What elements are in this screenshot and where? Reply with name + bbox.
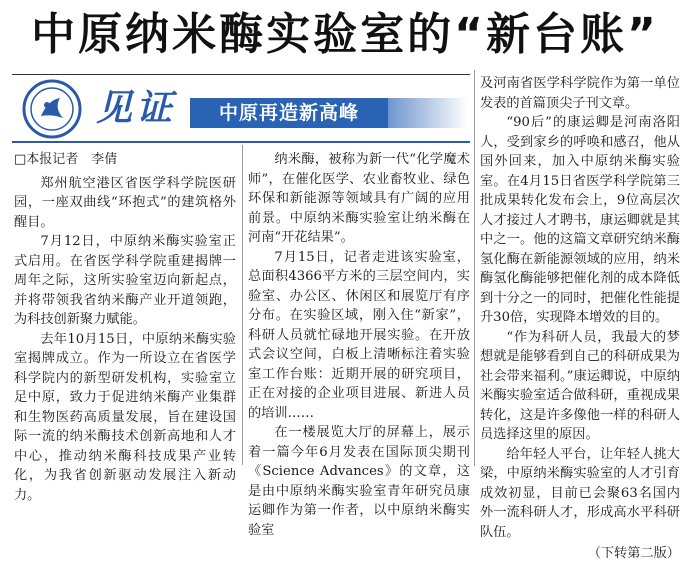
article-column-1 <box>14 150 236 505</box>
paragraph: 及河南省医学科学院作为第一单位发表的首篇顶尖子刊文章。 <box>480 76 680 111</box>
paragraph: 7月12日，中原纳米酶实验室正式启用。在省医学科学院重建揭牌一周年之际，这所实验室迈向新起点，并将带领我省纳米酶产业开道领跑，为科技创新聚力赋能。 <box>14 234 236 327</box>
paragraph: 郑州航空港区省医学科学院医研园，一座双曲线“环抱式”的建筑格外醒目。 <box>14 175 236 230</box>
university-seal-icon <box>14 78 90 140</box>
article-column-2 <box>248 150 470 540</box>
section-banner: 中原再造新高峰 <box>190 98 388 128</box>
paragraph: “90后”的康运卿是河南洛阳人，受到家乡的呼唤和感召，他从国外回来，加入中原纳米酶实验室。在4月15日省医学科学院第三批成果转化发布会上，9位高层次人才接过人才聘书，康运卿就是其中之一。他的这篇文章研究纳米酶氢化酶在新能源领域的应用，纳米酶氢化酶能够把催化剂的成本降低到十分之一的同时，把催化性能提升30倍，实现降本增效的目的。 <box>480 115 680 325</box>
paragraph: 纳米酶，被称为新一代“化学魔术师”，在催化医学、农业畜牧业、绿色环保和新能源等领域具有广阔的应用前景。中原纳米酶实验室让纳米酶在河南“开花结果”。 <box>248 152 470 245</box>
column-brand: 见证 <box>96 87 177 129</box>
continued-note: （下转第二版） <box>587 546 680 561</box>
paragraph: 7月15日，记者走进该实验室，总面积4366平方米的三层空间内，实验室、办公区、休闲区和展览厅有序分布。在实验区域，刚入住“新家”，科研人员就忙碌地开展实验。在开放式会议空间，白板上清晰标注着实验室工作台账：近期开展的研究项目，正在对接的企业项目进展、新进人员的培训…… <box>248 249 470 421</box>
column-divider <box>474 70 475 466</box>
paragraph: 给年轻人平台，让年轻人挑大梁，中原纳米酶实验室的人才引育成效初显，目前已会聚63名国内外一流科研人才，形成高水平科研队伍。 <box>480 446 680 540</box>
paragraph: “作为科研人员，我最大的梦想就是能够看到自己的科研成果为社会带来福利。”康运卿说，中原纳米酶实验室适合做科研，重视成果转化，这是许多像他一样的科研人员选择这里的原因。 <box>480 329 680 442</box>
banner-gradient <box>388 98 468 128</box>
page-headline: 中原纳米酶实验室的“新台账” <box>31 9 659 60</box>
article-column-3 <box>480 74 680 564</box>
header-rule <box>12 74 470 75</box>
byline: □本报记者 李倩 <box>14 152 118 167</box>
banner-rule <box>12 141 470 143</box>
column-divider <box>242 145 243 465</box>
paragraph: 在一楼展览大厅的屏幕上，展示着一篇今年6月发表在国际顶尖期刊《Science Advances》的文章，这是由中原纳米酶实验室青年研究员康运卿作为第一作者，以中原纳米酶实验室 <box>248 425 470 538</box>
paragraph: 去年10月15日，中原纳米酶实验室揭牌成立。作为一所设立在省医学科学院内的新型研发机构，实验室立足中原，致力于促进纳米酶产业集群和生物医药高质量发展，旨在建设国际一流的纳米酶技术创新高地和人才中心，推动纳米酶科技成果产业转化，为我省创新驱动发展注入新动力。 <box>14 331 236 503</box>
